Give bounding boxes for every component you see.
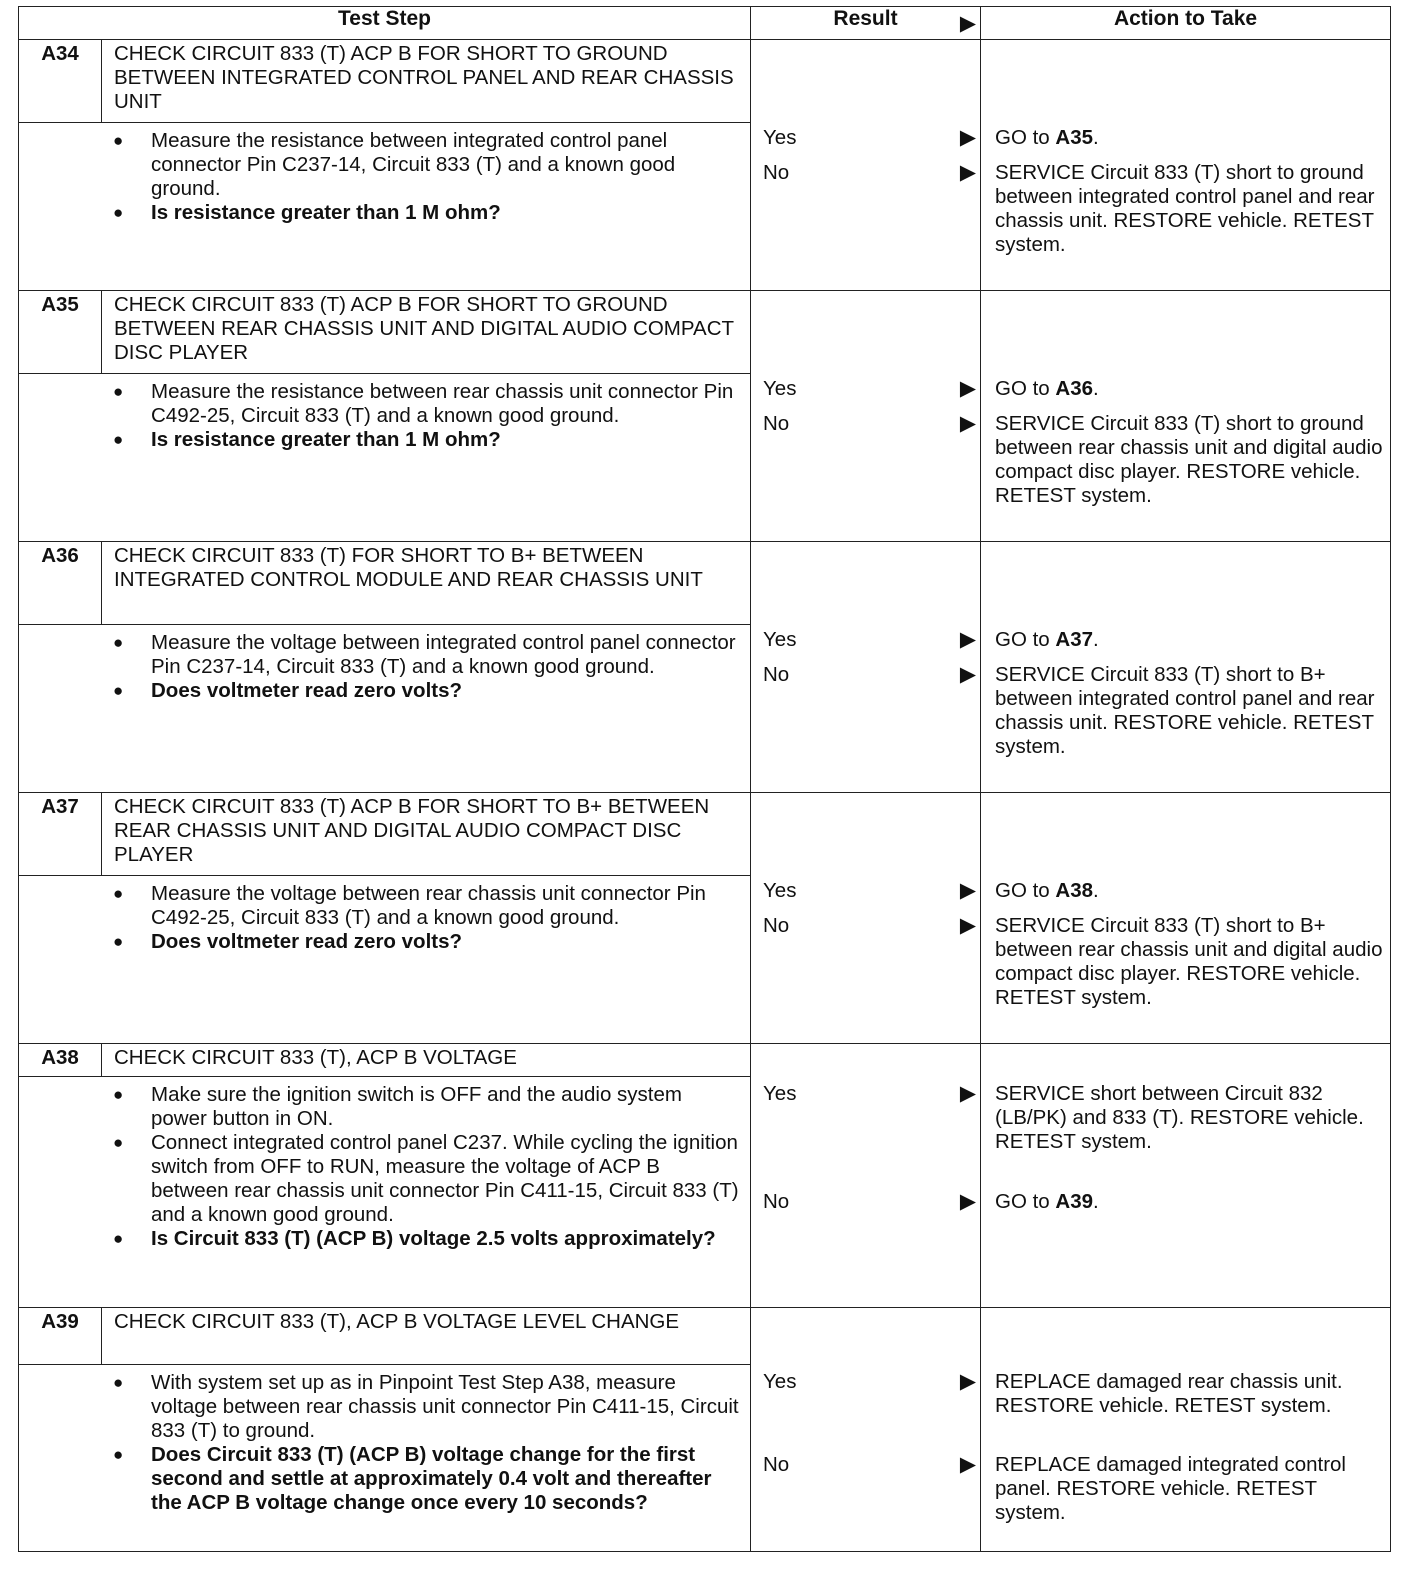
step-id: A35 — [19, 291, 102, 373]
result-no — [763, 1453, 976, 1477]
action-no — [995, 1190, 1384, 1214]
action-yes — [995, 377, 1384, 401]
action-yes: SERVICE short between Circuit 832 (LB/PK) and 833 (T). RESTORE vehicle. RETEST system. — [995, 1082, 1364, 1153]
step-title: CHECK CIRCUIT 833 (T), ACP B VOLTAGE — [114, 1046, 517, 1069]
step-instructions — [19, 1365, 750, 1525]
step-id: A39 — [19, 1308, 102, 1364]
step-title: CHECK CIRCUIT 833 (T) ACP B FOR SHORT TO GROUND BETWEEN INTEGRATED CONTROL PANEL AND REAR CHASSIS UNIT — [114, 42, 734, 113]
test-step-cell — [19, 793, 751, 1044]
arrow-right-icon: ▶ — [959, 914, 976, 937]
action-cell — [981, 40, 1391, 291]
instruction-bullet: ● Measure the voltage between integrated control panel connector Pin C237-14, Circuit 833 (T) and a known good ground. — [151, 631, 742, 679]
action-yes: REPLACE damaged rear chassis unit. RESTORE vehicle. RETEST system. — [995, 1370, 1343, 1417]
step-id: A38 — [19, 1044, 102, 1076]
arrow-right-icon: ▶ — [959, 412, 976, 435]
question-bullet: ● Does voltmeter read zero volts? — [151, 930, 742, 954]
arrow-right-icon: ▶ — [959, 1453, 976, 1476]
step-reference: A36 — [1055, 377, 1093, 400]
step-row-a38 — [19, 1044, 1391, 1308]
step-id: A36 — [19, 542, 102, 624]
step-row-a36 — [19, 542, 1391, 793]
step-instructions — [19, 876, 750, 964]
arrow-right-icon: ▶ — [959, 12, 976, 35]
pinpoint-test-table — [18, 6, 1391, 1552]
action-cell — [981, 793, 1391, 1044]
step-reference: A35 — [1055, 126, 1093, 149]
arrow-right-icon: ▶ — [959, 663, 976, 686]
test-step-cell — [19, 40, 751, 291]
arrow-right-icon: ▶ — [959, 126, 976, 149]
action-cell — [981, 291, 1391, 542]
arrow-right-icon: ▶ — [959, 161, 976, 184]
question-bullet: ● Is resistance greater than 1 M ohm? — [151, 201, 742, 225]
header-test-step: Test Step — [19, 7, 751, 40]
result-no — [763, 161, 976, 185]
result-yes — [763, 1082, 976, 1106]
action-text: GO to — [995, 126, 1050, 149]
instruction-bullet: ● Make sure the ignition switch is OFF and the audio system power button in ON. — [151, 1083, 742, 1131]
result-cell — [751, 291, 981, 542]
instruction-bullet: ● Connect integrated control panel C237. While cycling the ignition switch from OFF to RUN, measure the voltage of ACP B between rear chassis unit connector Pin C411-15, Circuit 833 (T) and a known good ground. — [151, 1131, 742, 1227]
arrow-right-icon: ▶ — [959, 1370, 976, 1393]
result-no-label: No — [763, 1453, 790, 1476]
result-yes — [763, 377, 976, 401]
step-id: A37 — [19, 793, 102, 875]
step-row-a39 — [19, 1308, 1391, 1552]
action-cell — [981, 1308, 1391, 1552]
action-yes — [995, 628, 1384, 652]
step-instructions — [19, 625, 750, 713]
question-bullet: ● Is resistance greater than 1 M ohm? — [151, 428, 742, 452]
action-cell — [981, 1044, 1391, 1308]
result-yes — [763, 1370, 976, 1394]
test-step-cell — [19, 291, 751, 542]
header-result — [751, 7, 981, 40]
step-reference: A39 — [1055, 1190, 1093, 1213]
result-no — [763, 663, 976, 687]
result-no-label: No — [763, 161, 790, 184]
step-instructions — [19, 1077, 750, 1261]
action-no: SERVICE Circuit 833 (T) short to ground between integrated control panel and rear chassis unit. RESTORE vehicle. RETEST system. — [995, 161, 1375, 256]
action-yes — [995, 879, 1384, 903]
step-title: CHECK CIRCUIT 833 (T) ACP B FOR SHORT TO B+ BETWEEN REAR CHASSIS UNIT AND DIGITAL AUDIO COMPACT DISC PLAYER — [114, 795, 710, 866]
result-cell — [751, 1308, 981, 1552]
result-yes-label: Yes — [763, 628, 797, 651]
step-row-a37 — [19, 793, 1391, 1044]
action-text: GO to — [995, 377, 1050, 400]
result-no-label: No — [763, 412, 790, 435]
step-title: CHECK CIRCUIT 833 (T) ACP B FOR SHORT TO GROUND BETWEEN REAR CHASSIS UNIT AND DIGITAL AUDIO COMPACT DISC PLAYER — [114, 293, 734, 364]
question-bullet: ● Does Circuit 833 (T) (ACP B) voltage change for the first second and settle at approximately 0.4 volt and thereafter the ACP B voltage change once every 10 seconds? — [151, 1443, 742, 1515]
arrow-right-icon: ▶ — [959, 879, 976, 902]
result-no — [763, 1190, 976, 1214]
action-no: REPLACE damaged integrated control panel. RESTORE vehicle. RETEST system. — [995, 1453, 1346, 1524]
result-yes-label: Yes — [763, 879, 797, 902]
result-no-label: No — [763, 1190, 790, 1213]
result-no — [763, 412, 976, 436]
result-no-label: No — [763, 914, 790, 937]
action-yes — [995, 126, 1384, 150]
question-bullet: ● Is Circuit 833 (T) (ACP B) voltage 2.5 volts approximately? — [151, 1227, 742, 1251]
test-step-cell — [19, 1308, 751, 1552]
result-yes-label: Yes — [763, 1082, 797, 1105]
action-text: GO to — [995, 1190, 1050, 1213]
action-text: GO to — [995, 879, 1050, 902]
step-reference: A38 — [1055, 879, 1093, 902]
instruction-bullet: ● Measure the resistance between rear chassis unit connector Pin C492-25, Circuit 833 (T) and a known good ground. — [151, 380, 742, 428]
instruction-bullet: ● Measure the resistance between integrated control panel connector Pin C237-14, Circuit 833 (T) and a known good ground. — [151, 129, 742, 201]
action-cell — [981, 542, 1391, 793]
question-bullet: ● Does voltmeter read zero volts? — [151, 679, 742, 703]
header-action: Action to Take — [981, 7, 1391, 40]
result-no — [763, 914, 976, 938]
instruction-bullet: ● With system set up as in Pinpoint Test Step A38, measure voltage between rear chassis unit connector Pin C411-15, Circuit 833 (T) to ground. — [151, 1371, 742, 1443]
step-row-a34 — [19, 40, 1391, 291]
step-instructions — [19, 123, 750, 235]
action-punctuation: . — [1093, 126, 1099, 149]
arrow-right-icon: ▶ — [959, 1082, 976, 1105]
result-yes — [763, 879, 976, 903]
result-cell — [751, 1044, 981, 1308]
action-punctuation: . — [1093, 879, 1099, 902]
step-title: CHECK CIRCUIT 833 (T) FOR SHORT TO B+ BETWEEN INTEGRATED CONTROL MODULE AND REAR CHASSIS UNIT — [114, 544, 703, 591]
instruction-bullet: ● Measure the voltage between rear chassis unit connector Pin C492-25, Circuit 833 (T) and a known good ground. — [151, 882, 742, 930]
header-result-label: Result — [833, 7, 898, 30]
result-cell — [751, 793, 981, 1044]
arrow-right-icon: ▶ — [959, 1190, 976, 1213]
action-no: SERVICE Circuit 833 (T) short to ground between rear chassis unit and digital audio compact disc player. RESTORE vehicle. RETEST system. — [995, 412, 1383, 507]
result-yes-label: Yes — [763, 377, 797, 400]
action-no: SERVICE Circuit 833 (T) short to B+ between integrated control panel and rear chassis unit. RESTORE vehicle. RETEST system. — [995, 663, 1375, 758]
result-yes-label: Yes — [763, 1370, 797, 1393]
step-reference: A37 — [1055, 628, 1093, 651]
result-yes — [763, 126, 976, 150]
step-row-a35 — [19, 291, 1391, 542]
test-step-cell — [19, 1044, 751, 1308]
result-cell — [751, 40, 981, 291]
test-step-cell — [19, 542, 751, 793]
result-cell — [751, 542, 981, 793]
action-text: GO to — [995, 628, 1050, 651]
action-punctuation: . — [1093, 377, 1099, 400]
arrow-right-icon: ▶ — [959, 377, 976, 400]
step-id: A34 — [19, 40, 102, 122]
action-punctuation: . — [1093, 1190, 1099, 1213]
step-title: CHECK CIRCUIT 833 (T), ACP B VOLTAGE LEVEL CHANGE — [114, 1310, 680, 1333]
result-yes — [763, 628, 976, 652]
result-yes-label: Yes — [763, 126, 797, 149]
step-instructions — [19, 374, 750, 462]
result-no-label: No — [763, 663, 790, 686]
action-no: SERVICE Circuit 833 (T) short to B+ between rear chassis unit and digital audio compact disc player. RESTORE vehicle. RETEST system. — [995, 914, 1383, 1009]
arrow-right-icon: ▶ — [959, 628, 976, 651]
action-punctuation: . — [1093, 628, 1099, 651]
